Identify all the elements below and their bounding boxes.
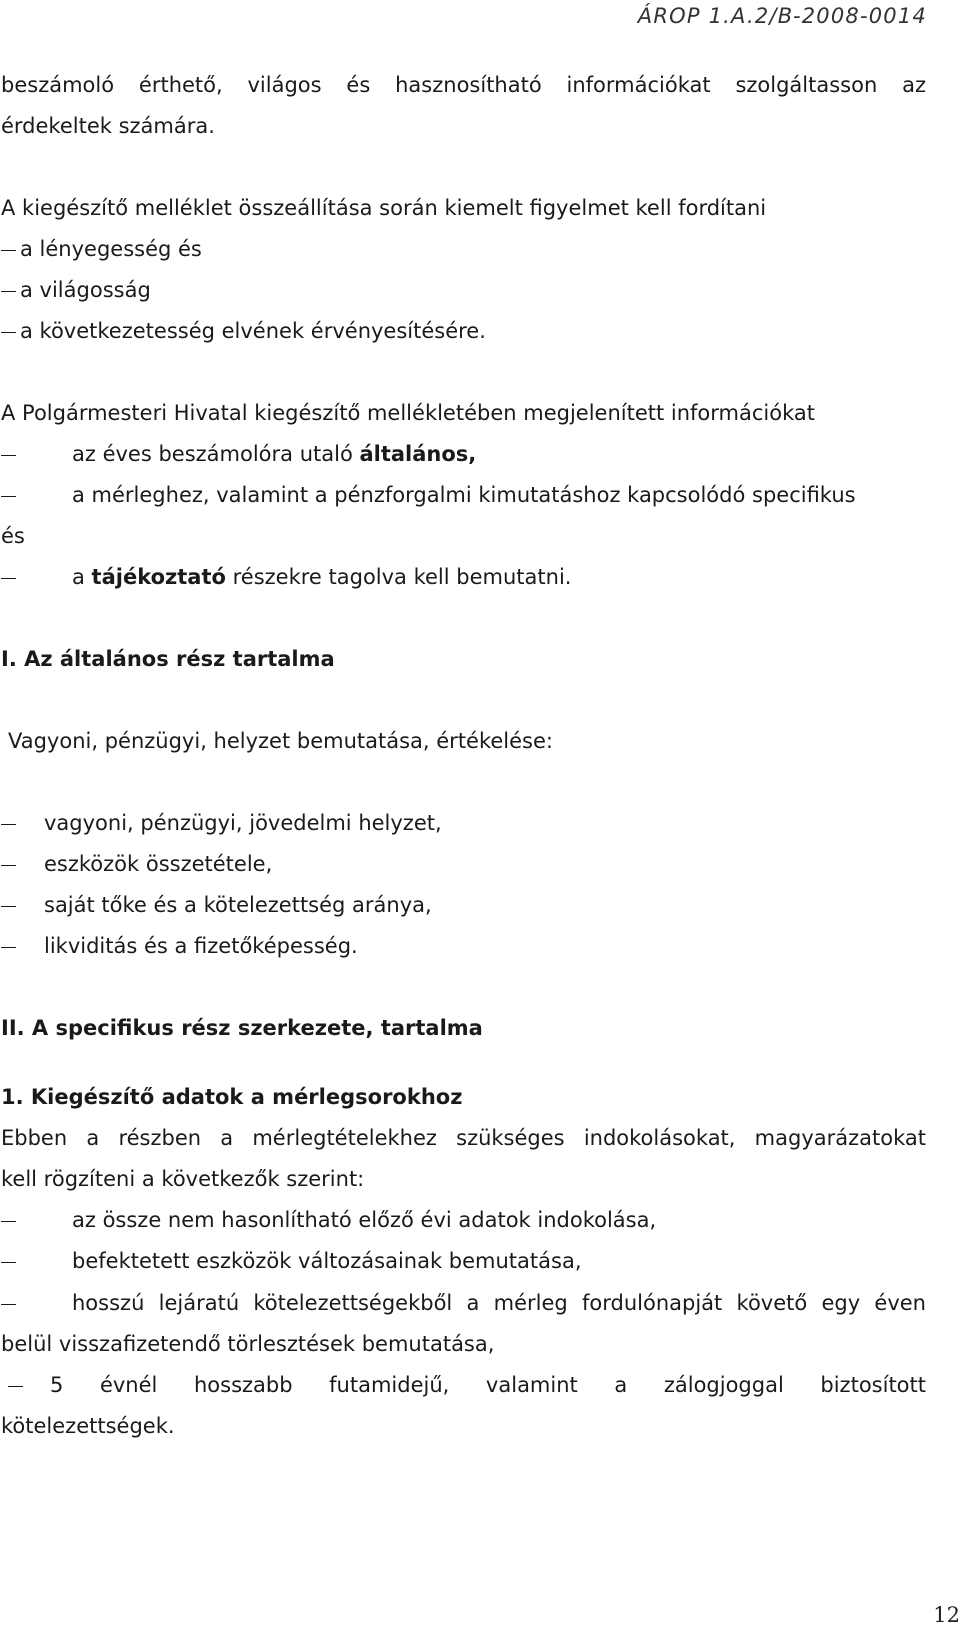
polgarmesteri-item-1 (72, 441, 476, 467)
bullet-dash (8, 1386, 23, 1387)
intro-line-1: beszámoló érthető, világos és hasznosítható információkat szolgáltasson az (1, 73, 926, 97)
project-code-header: ÁROP 1.A.2/B-2008-0014 (637, 4, 927, 28)
attention-item-3: a következetesség elvének érvényesítésére. (20, 319, 486, 343)
bullet-dash (1, 824, 16, 825)
attention-item-2: a világosság (20, 278, 151, 302)
bullet-dash (1, 1221, 16, 1222)
page-number: 12 (933, 1603, 960, 1627)
bold-term-tajekoztato: tájékoztató (91, 565, 226, 589)
section-2-item-1: az össze nem hasonlítható előző évi adatok indokolása, (72, 1208, 657, 1232)
section-2-item-3-cont: belül visszafizetendő törlesztések bemutatása, (1, 1332, 495, 1356)
bullet-dash (1, 291, 16, 292)
section-1-item-1: vagyoni, pénzügyi, jövedelmi helyzet, (44, 811, 442, 835)
item-text: részekre tagolva kell bemutatni. (225, 565, 572, 589)
section-1-heading: I. Az általános rész tartalma (1, 647, 335, 671)
item-text: a (72, 565, 92, 589)
bullet-dash (1, 906, 16, 907)
section-1-item-2: eszközök összetétele, (44, 852, 273, 876)
bullet-dash (1, 578, 16, 579)
attention-item-1: a lényegesség és (20, 237, 202, 261)
section-2-item-4-cont: kötelezettségek. (1, 1414, 175, 1438)
polgarmesteri-item-2: a mérleghez, valamint a pénzforgalmi kimutatáshoz kapcsolódó specifikus (72, 483, 856, 507)
bullet-dash (1, 250, 16, 251)
bullet-dash (1, 947, 16, 948)
bullet-dash (1, 496, 16, 497)
bullet-dash (1, 1304, 16, 1305)
section-2-item-4: 5 évnél hosszabb futamidejű, valamint a zálogjoggal biztosított (50, 1373, 926, 1397)
attention-lead: A kiegészítő melléklet összeállítása során kiemelt figyelmet kell fordítani (1, 196, 767, 220)
polgarmesteri-item-3 (72, 564, 571, 590)
section-2-para-line-1: Ebben a részben a mérlegtételekhez szükséges indokolásokat, magyarázatokat (1, 1126, 926, 1150)
polgarmesteri-lead: A Polgármesteri Hivatal kiegészítő mellékletében megjelenített információkat (1, 401, 815, 425)
section-2-para-line-2: kell rögzíteni a következők szerint: (1, 1167, 365, 1191)
bold-term-altalanos: általános, (359, 442, 477, 466)
item-text: az éves beszámolóra utaló (72, 442, 360, 466)
section-1-item-3: saját tőke és a kötelezettség aránya, (44, 893, 432, 917)
bullet-dash (1, 865, 16, 866)
bullet-dash (1, 332, 16, 333)
intro-line-2: érdekeltek számára. (1, 114, 215, 138)
section-2-item-3: hosszú lejáratú kötelezettségekből a mérleg fordulónapját követő egy éven (72, 1291, 926, 1315)
section-2-sub-1-heading: 1. Kiegészítő adatok a mérlegsorokhoz (1, 1085, 463, 1109)
section-2-heading: II. A specifikus rész szerkezete, tartalma (1, 1016, 483, 1040)
bullet-dash (1, 455, 16, 456)
polgarmesteri-item-2-cont: és (1, 524, 25, 548)
section-1-subheading: Vagyoni, pénzügyi, helyzet bemutatása, értékelése: (8, 729, 553, 753)
section-1-item-4: likviditás és a fizetőképesség. (44, 934, 358, 958)
section-2-item-2: befektetett eszközök változásainak bemutatása, (72, 1249, 582, 1273)
bullet-dash (1, 1262, 16, 1263)
